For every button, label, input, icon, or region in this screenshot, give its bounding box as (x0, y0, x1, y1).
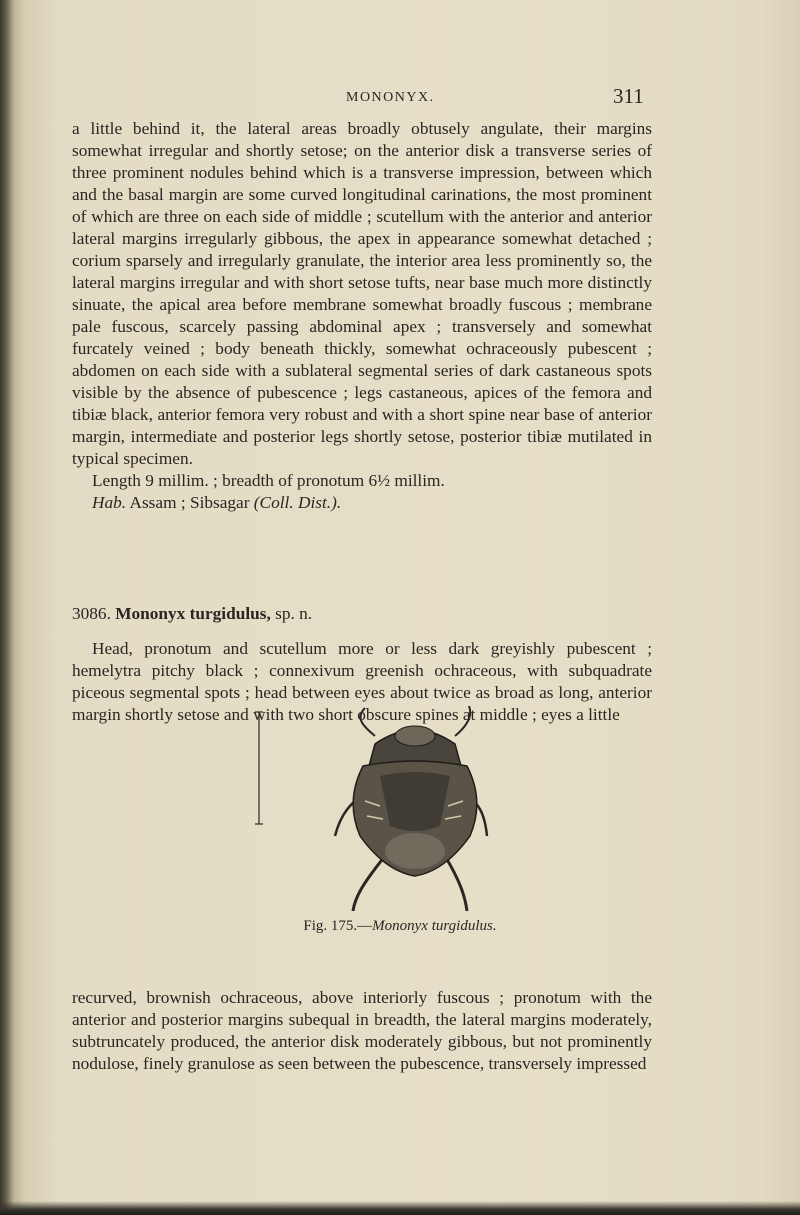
habitat-collection: (Coll. Dist.). (253, 493, 342, 512)
paragraph-description-continued (72, 118, 652, 514)
figure-insect-illustration (255, 706, 565, 911)
species-name: Mononyx turgidulus, (115, 604, 271, 623)
paragraph-text: a little behind it, the lateral areas broadly obtusely angulate, their margins somewhat irregular and shortly setose; on the anterior disk a transverse series of three prominent nodules behind which is a transverse impression, between which and the basal margin are some curved longitudinal carinations, the most prominent of which are three on each side of middle ; scutellum with the anterior and anterior lateral margins irregularly gibbous, the apex in appearance somewhat detached ; corium sparsely and irregularly granulate, the interior area less prominently so, the lateral margins irregular and with short setose tufts, near base much more distinctly sinuate, the apical area before membrane somewhat broadly fuscous ; membrane pale fuscous, scarcely passing abdominal apex ; transversely and somewhat furcately veined ; body beneath thickly, somewhat ochraceously pubescent ; abdomen on each side with a sublateral segmental series of dark castaneous spots visible by the absence of pubescence ; legs castaneous, apices of the femora and tibiæ black, anterior femora very robust and with a short spine near base of anterior margin, intermediate and posterior legs shortly setose, posterior tibiæ mutilated in typical specimen. (72, 119, 652, 468)
paragraph-description-next: recurved, brownish ochraceous, above interiorly fuscous ; pronotum with the anterior and posterior margins subequal in breadth, the lateral margins moderately, subtruncately produced, the anterior disk moderately gibbous, but not prominently nodulose, finely granulose as seen between the pubescence, transversely impressed (72, 988, 652, 1073)
species-number: 3086. (72, 604, 111, 623)
figure-caption (0, 918, 800, 935)
species-heading (72, 604, 312, 624)
paragraph-species-description: Head, pronotum and scutellum more or less dark greyishly pubescent ; hemelytra pitchy black ; connexivum greenish ochraceous, with subquadrate piceous segmental spots ; head between eyes about twice as broad as long, anterior margin shortly setose and with two short obscure spines at middle ; eyes a little (72, 639, 652, 724)
caption-prefix: Fig. 175.— (303, 918, 373, 934)
membrane (385, 833, 445, 869)
hind-leg-right (445, 856, 467, 911)
spine-shadow (0, 0, 14, 1215)
hind-leg-left (353, 856, 385, 911)
habitat-text: Assam ; Sibsagar (129, 493, 250, 512)
habitat-line (72, 493, 341, 512)
species-status: sp. n. (275, 604, 313, 623)
page-number: 311 (613, 84, 644, 108)
running-head: MONONYX. (346, 90, 435, 105)
scutellum (380, 772, 450, 831)
insect-drawing (255, 706, 565, 911)
habitat-label: Hab. (92, 493, 127, 512)
front-leg-left (360, 708, 375, 736)
measurements-line: Length 9 millim. ; breadth of pronotum 6½ millim. (92, 471, 445, 490)
caption-species: Mononyx turgidulus. (372, 918, 497, 934)
front-leg-right (455, 706, 470, 736)
